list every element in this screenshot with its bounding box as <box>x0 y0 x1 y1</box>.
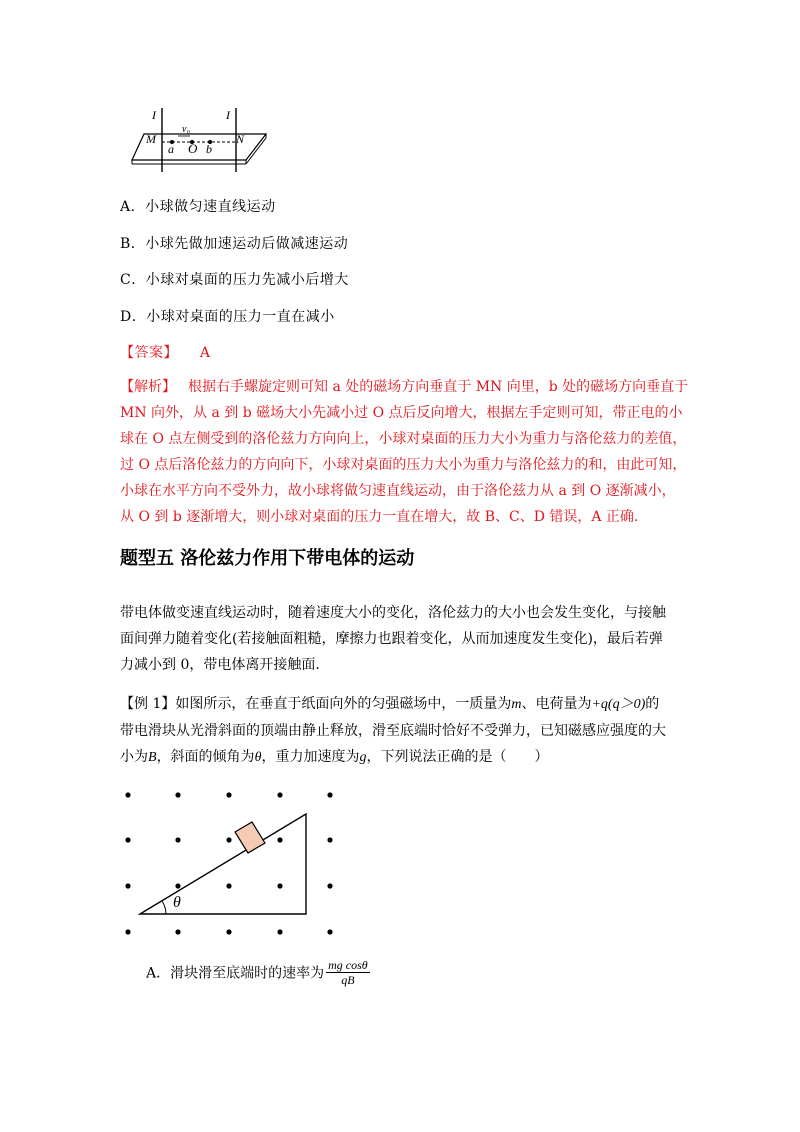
intro-line-1: 带电体做变速直线运动时，随着速度大小的变化，洛伦兹力的大小也会发生变化，与接触 <box>120 605 666 621</box>
example-line-2: 带电滑块从光滑斜面的顶端由静止释放，滑至底端时恰好不受弹力，已知磁感应强度的大 <box>120 723 666 739</box>
analysis-line-3: 球在 O 点左侧受到的洛伦兹力方向向上，小球对桌面的压力大小为重力与洛伦兹力的差值， <box>120 431 687 447</box>
option-letter: A． <box>120 199 146 215</box>
label-I-left: I <box>152 108 156 122</box>
option-text: 小球先做加速运动后做减速运动 <box>145 236 349 252</box>
analysis-line-6: 从 O 到 b 逐渐增大，则小球对桌面的压力一直在增大，故 B、C、D 错误，A 正确. <box>120 509 639 525</box>
example-option-a <box>146 958 370 987</box>
analysis-line-5: 小球在水平方向不受外力，故小球将做匀速直线运动，由于洛伦兹力从 a 到 O 逐渐减小， <box>120 483 676 499</box>
answer-value: A <box>199 345 211 361</box>
label-v0: v₀ <box>182 124 190 135</box>
option-d <box>120 306 335 326</box>
answer-line <box>120 342 211 362</box>
intro-line-2: 面间弹力随着变化(若接触面粗糙，摩擦力也跟着变化，从而加速度发生变化)，最后若弹 <box>120 631 663 647</box>
intro-paragraph <box>120 600 690 678</box>
fraction-denominator: qB <box>341 973 355 987</box>
option-letter: D． <box>120 309 147 325</box>
incline-diagram <box>118 784 348 944</box>
analysis-block <box>120 374 690 530</box>
option-b <box>120 233 348 253</box>
analysis-line-2: MN 向外，从 a 到 b 磁场大小先减小过 O 点后反向增大，根据左手定则可知，带正电的小 <box>120 405 683 421</box>
example-line-1: 【例 1】如图所示，在垂直于纸面向外的匀强磁场中，一质量为m、电荷量为+q(q＞0)的 <box>120 696 660 712</box>
label-N: N <box>236 132 245 146</box>
section-title: 题型五 洛伦兹力作用下带电体的运动 <box>120 548 415 569</box>
analysis-line-1: 【解析】 根据右手螺旋定则可知 a 处的磁场方向垂直于 MN 向里，b 处的磁场方向垂直于 <box>120 379 689 395</box>
label-M: M <box>146 132 156 146</box>
label-I-right: I <box>226 108 230 122</box>
label-O: O <box>188 141 198 156</box>
analysis-tag: 【解析】 <box>120 379 176 395</box>
answer-tag: 【答案】 <box>120 345 178 361</box>
figure-wires-table <box>126 104 276 176</box>
option-text: 滑块滑至底端时的速率为 <box>170 965 325 982</box>
fraction-numerator: mg cosθ <box>328 958 368 972</box>
example-line-3: 小为B，斜面的倾角为θ，重力加速度为g，下列说法正确的是（ ） <box>120 749 549 765</box>
label-a: a <box>168 142 174 156</box>
option-text: 小球对桌面的压力一直在减小 <box>146 309 335 325</box>
angle-theta-label: θ <box>173 894 181 911</box>
analysis-line-4: 过 O 点后洛伦兹力的方向向下，小球对桌面的压力大小为重力与洛伦兹力的和，由此可知， <box>120 457 687 473</box>
example-tag: 【例 1】 <box>120 696 176 712</box>
speed-fraction <box>326 958 370 987</box>
charge-expression: +q(q＞0) <box>591 697 646 712</box>
intro-line-3: 力减小到 0，带电体离开接触面. <box>120 657 320 673</box>
option-text: 小球做匀速直线运动 <box>145 199 276 215</box>
option-c <box>120 269 349 289</box>
label-b: b <box>206 142 212 156</box>
example-block <box>120 691 690 771</box>
option-a <box>120 196 276 216</box>
option-letter: C． <box>120 272 146 288</box>
option-letter: B． <box>120 236 146 252</box>
magnetic-field-dots <box>125 792 332 934</box>
option-text: 小球对桌面的压力先减小后增大 <box>145 272 349 288</box>
option-letter: A． <box>146 965 171 982</box>
figure-incline <box>118 784 348 944</box>
